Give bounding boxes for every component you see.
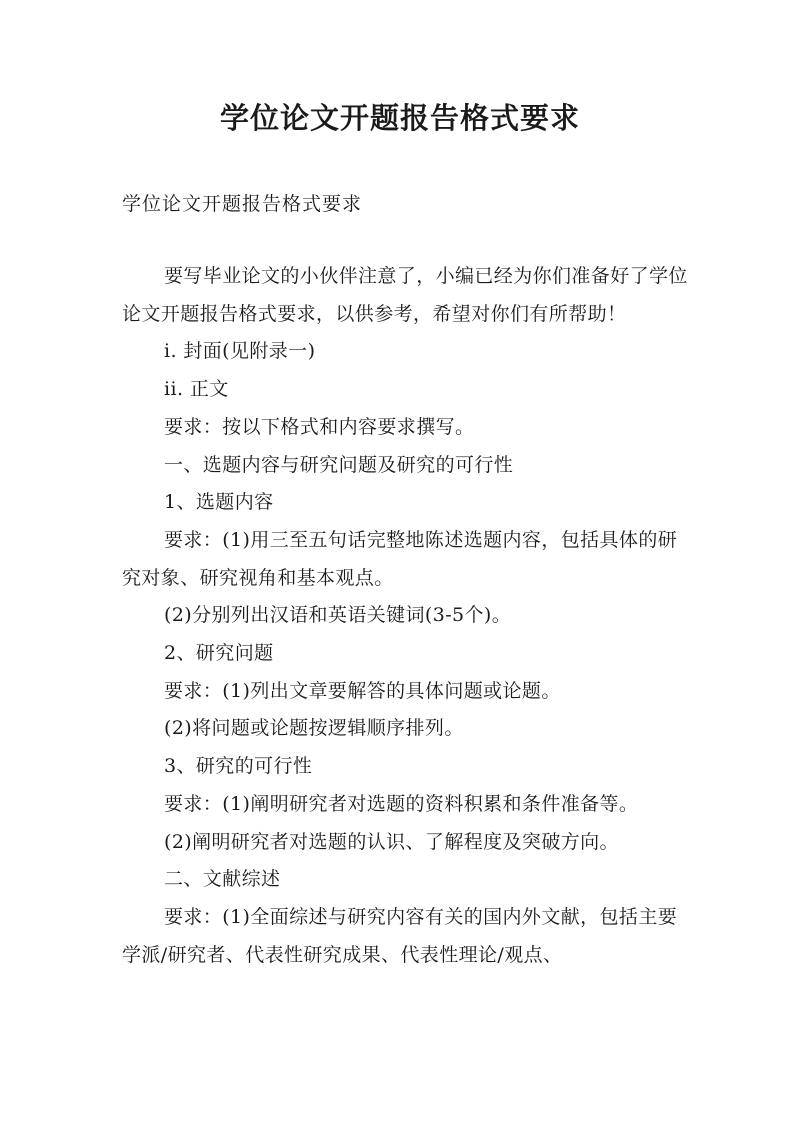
paragraph: 3、研究的可行性 — [164, 755, 313, 778]
paragraph: 2、研究问题 — [164, 642, 274, 665]
paragraph: 要求：(1)全面综述与研究内容有关的国内外文献，包括主要学派/研究者、代表性研究成果、代表性理论/观点、 — [122, 905, 678, 966]
paragraph: (2)将问题或论题按逻辑顺序排列。 — [164, 717, 464, 740]
paragraph: 要写毕业论文的小伙伴注意了，小编已经为你们准备好了学位论文开题报告格式要求，以供参考，希望对你们有所帮助！ — [122, 265, 688, 325]
paragraph: i. 封面(见附录一) — [164, 340, 316, 363]
paragraph: 要求：(1)用三至五句话完整地陈述选题内容，包括具体的研究对象、研究视角和基本观点。 — [122, 528, 678, 589]
paragraph: 要求：(1)阐明研究者对选题的资料积累和条件准备等。 — [164, 792, 639, 815]
document-title: 学位论文开题报告格式要求 — [219, 101, 580, 135]
paragraph: 二、文献综述 — [164, 868, 281, 891]
paragraph: (2)分别列出汉语和英语关键词(3-5个)。 — [164, 604, 512, 627]
paragraph: ii. 正文 — [164, 378, 229, 401]
paragraph: 要求：按以下格式和内容要求撰写。 — [164, 415, 475, 438]
paragraph: 一、选题内容与研究问题及研究的可行性 — [164, 453, 514, 476]
document-subtitle: 学位论文开题报告格式要求 — [122, 193, 363, 215]
document-body — [122, 258, 694, 974]
paragraph: (2)阐明研究者对选题的认识、了解程度及突破方向。 — [164, 830, 619, 853]
paragraph: 1、选题内容 — [164, 491, 274, 514]
paragraph: 要求：(1)列出文章要解答的具体问题或论题。 — [164, 679, 561, 702]
